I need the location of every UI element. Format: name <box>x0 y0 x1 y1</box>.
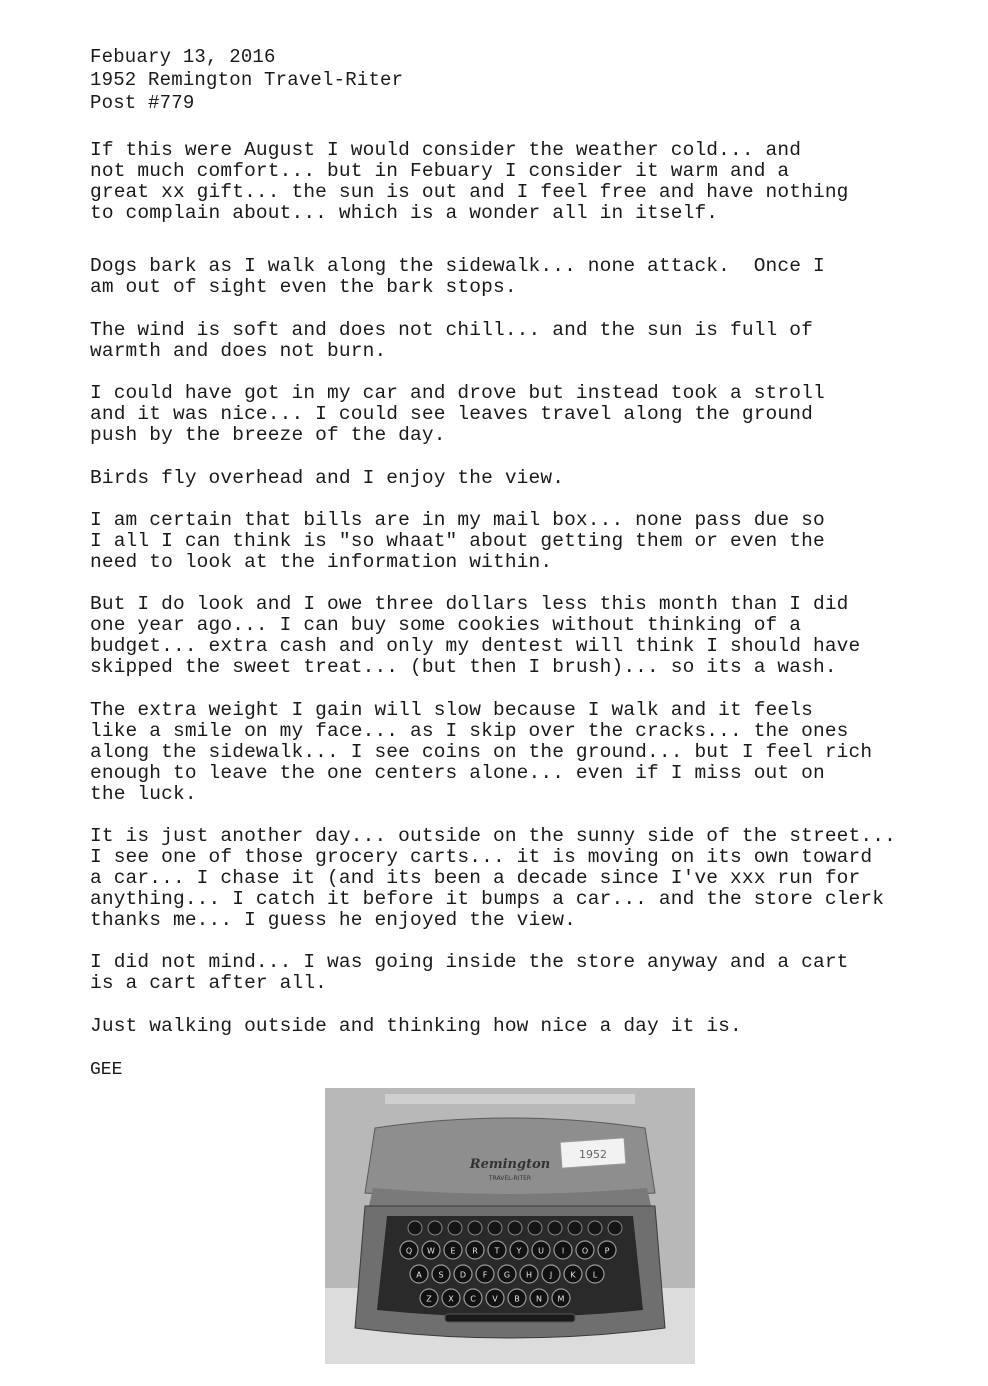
typewriter-key-label: U <box>538 1246 544 1256</box>
typewriter-key-label: O <box>581 1246 589 1256</box>
typewriter-key-label: C <box>470 1294 476 1304</box>
number-key <box>528 1221 542 1235</box>
paragraph-3: The wind is soft and does not chill... and the sun is full of warmth and does not burn. <box>90 319 813 362</box>
typewriter-key-label: S <box>438 1270 444 1280</box>
number-key <box>448 1221 462 1235</box>
typewriter-key-label: D <box>459 1270 467 1280</box>
typewriter-key-label: P <box>604 1246 610 1256</box>
number-key <box>548 1221 562 1235</box>
paragraph-8: The extra weight I gain will slow because I walk and it feels like a smile on my face... as I skip over the cracks... the ones along the sidewalk... I see coins on the ground... but I feel rich enough to leave the one centers alone... even if I miss out on the luck. <box>90 699 873 805</box>
paragraph-2: Dogs bark as I walk along the sidewalk... none attack. Once I am out of sight even the bark stops. <box>90 255 825 298</box>
typewriter-key-label: X <box>448 1294 454 1304</box>
number-key <box>588 1221 602 1235</box>
typewriter-key-label: F <box>482 1270 488 1280</box>
typewriter-tag: 1952 <box>579 1148 607 1161</box>
number-key <box>568 1221 582 1235</box>
typewriter-key-label: G <box>503 1270 511 1280</box>
number-key <box>608 1221 622 1235</box>
typewriter-photo <box>325 1088 695 1364</box>
typewriter-key-label: N <box>536 1294 542 1304</box>
signature: GEE <box>90 1060 123 1080</box>
typewriter-key-label: M <box>557 1294 565 1304</box>
number-key <box>488 1221 502 1235</box>
typewriter-model: 1952 Remington Travel-Riter <box>90 69 404 91</box>
key-row-asdf <box>410 1265 604 1283</box>
paragraph-9: It is just another day... outside on the sunny side of the street... I see one of those grocery carts... it is moving on its own toward a car... I chase it (and its been a decade since I've xxx run for anything... I catch it before it bumps a car... and the store clerk thanks me... I guess he enjoyed the view. <box>90 825 896 931</box>
space-bar <box>445 1314 575 1322</box>
typewriter-key-label: J <box>549 1270 553 1280</box>
letter-header <box>90 46 403 115</box>
typewriter-key-label: Q <box>405 1246 413 1256</box>
typewriter-model-plate: TRAVEL-RITER <box>488 1175 532 1182</box>
typewriter-key-label: E <box>450 1246 456 1256</box>
paragraph-11: Just walking outside and thinking how nice a day it is. <box>90 1015 742 1037</box>
typewriter-key-label: W <box>427 1246 435 1256</box>
typewriter-key-label: L <box>592 1270 598 1280</box>
number-key <box>468 1221 482 1235</box>
typewriter-key-label: B <box>514 1294 520 1304</box>
typewriter-key-label: Z <box>426 1294 432 1304</box>
letter-date: Febuary 13, 2016 <box>90 46 276 68</box>
paragraph-5: Birds fly overhead and I enjoy the view. <box>90 467 565 489</box>
typewriter-key-label: V <box>492 1294 498 1304</box>
typewriter-key-label: K <box>570 1270 576 1280</box>
number-key <box>408 1221 422 1235</box>
typewriter-key-label: Y <box>516 1246 522 1256</box>
typewriter-key-label: I <box>561 1246 565 1256</box>
number-key <box>508 1221 522 1235</box>
typewriter-key-label: H <box>525 1270 533 1280</box>
number-key <box>428 1221 442 1235</box>
typewriter-key-label: R <box>472 1246 478 1256</box>
typewriter-key-label: T <box>494 1246 500 1256</box>
typewriter-key-label: A <box>416 1270 422 1280</box>
number-key-row <box>408 1221 622 1235</box>
paragraph-4: I could have got in my car and drove but instead took a stroll and it was nice... I could see leaves travel along the ground push by the breeze of the day. <box>90 382 825 446</box>
post-number: Post #779 <box>90 92 195 114</box>
typewriter-brand: Remington <box>469 1157 551 1172</box>
paragraph-1: If this were August I would consider the weather cold... and not much comfort... but in Febuary I consider it warm and a great xx gift... the sun is out and I feel free and have nothing to complain about... which is a wonder all in itself. <box>90 139 849 224</box>
paragraph-6: I am certain that bills are in my mail box... none pass due so I all I can think is "so whaat" about getting them or even the need to look at the information within. <box>90 509 825 573</box>
paragraph-10: I did not mind... I was going inside the store anyway and a cart is a cart after all. <box>90 951 849 994</box>
paragraph-7: But I do look and I owe three dollars less this month than I did one year ago... I can buy some cookies without thinking of a budget... extra cash and only my dentest will think I should have skipped the sweet treat... (but then I brush)... so its a wash. <box>90 593 861 678</box>
